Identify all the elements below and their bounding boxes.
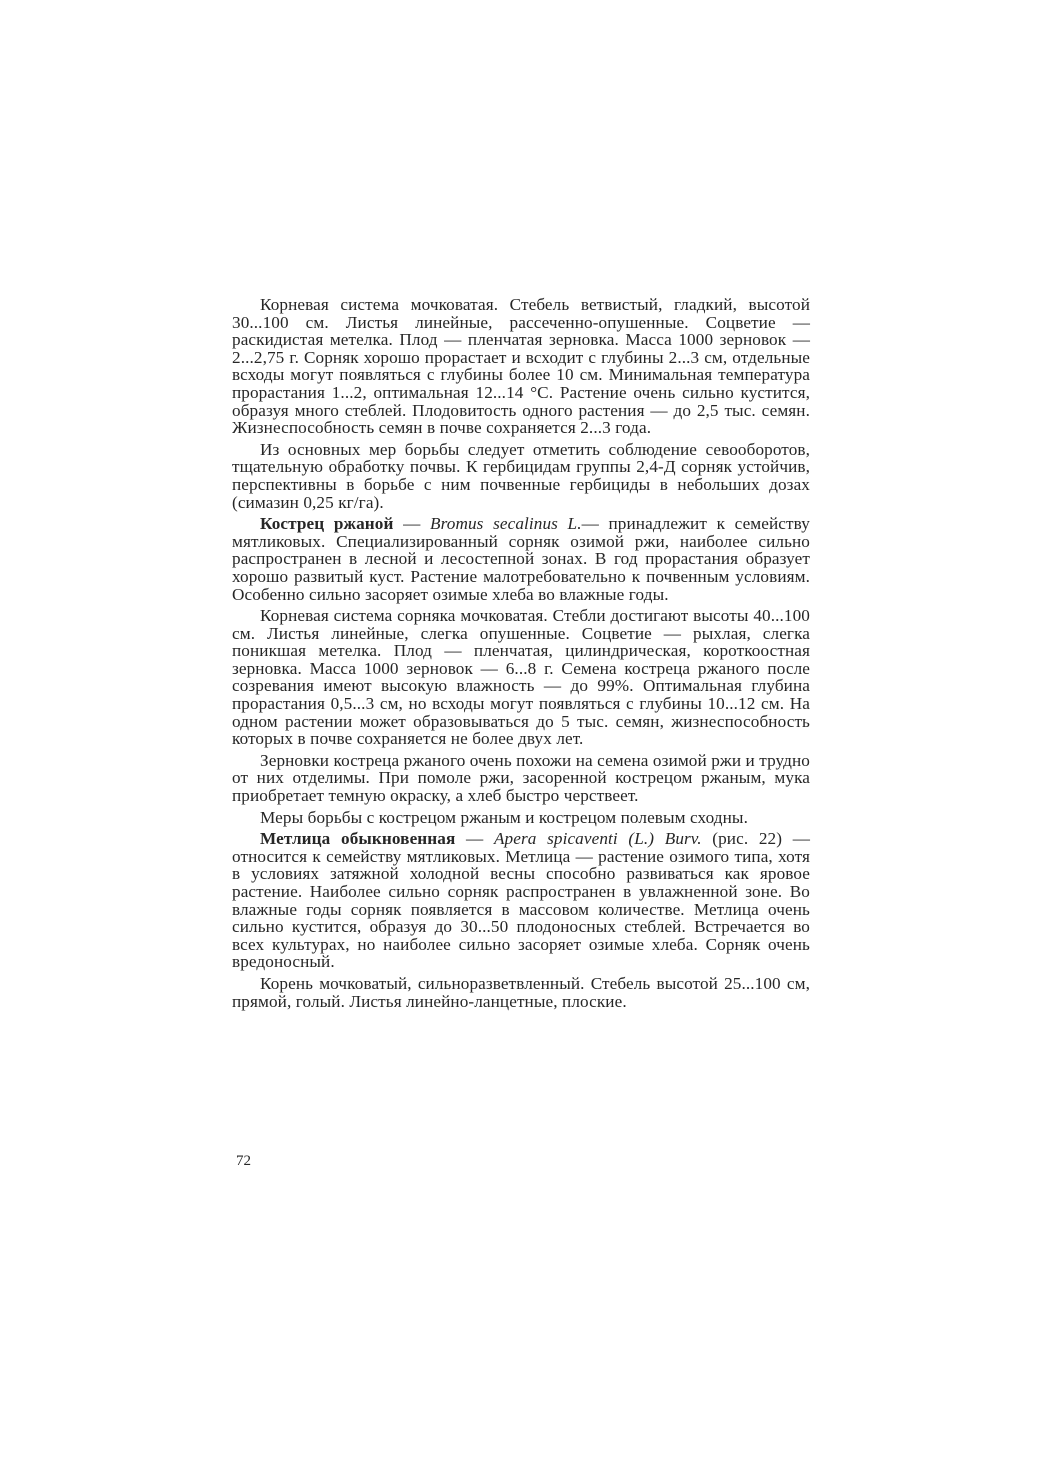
paragraph-text: Из основных мер борьбы следует отметить соблюдение севооборотов, тщательную обработку почвы. К гербицидам группы 2,4-Д сорняк устойчив, перспективны в борьбе с ним почвенные гербициды в небольших дозах (симазин 0,25 кг/га).	[232, 439, 810, 512]
paragraph-root-system	[232, 296, 810, 437]
page-text-block	[232, 296, 810, 1014]
paragraph-bromus-control	[232, 809, 810, 827]
paragraph-apera-spicaventi	[232, 830, 810, 971]
species-heading: Кострец ржаной	[260, 514, 394, 534]
paragraph-control-measures	[232, 441, 810, 511]
paragraph-text: (рис. 22) — относится к семейству мятликовых. Метлица — растение озимого типа, хотя в условиях затяжной холодной весны способно развиваться как яровое растение. Наиболее сильно сорняк распространен в увлажненной зоне. Во влажные годы сорняк появляется в массовом количестве. Метлица очень сильно кустится, образуя до 30...50 плодоносных стеблей. Встречается во всех культурах, но наиболее сильно засоряет озимые хлеба. Сорняк очень вредоносный.	[232, 829, 810, 972]
paragraph-text: Корень мочковатый, сильноразветвленный. Стебель высотой 25...100 см, прямой, голый. Листья линейно-ланцетные, плоские.	[232, 973, 810, 1011]
paragraph-bromus-grains	[232, 752, 810, 805]
dash: —	[455, 829, 494, 849]
paragraph-text: Корневая система сорняка мочковатая. Стебли достигают высоты 40...100 см. Листья линейные, слегка опушенные. Соцветие — рыхлая, слегка поникшая метелка. Плод — пленчатая, цилиндрическая, короткоостная зерновка. Масса 1000 зерновок — 6...8 г. Семена костреца ржаного после созревания имеют высокую влажность — до 99%. Оптимальная глубина прорастания 0,5...3 см, но всходы могут появляться с глубины 10...12 см. На одном растении может образовываться до 5 тыс. семян, жизнеспособность которых в почве сохраняется не более двух лет.	[232, 606, 810, 749]
paragraph-text: — принадлежит к семейству мятликовых. Специализированный сорняк озимой ржи, наиболее сильно распространен в лесной и лесостепной зонах. В год прорастания образует хорошо развитый куст. Растение малотребовательно к почвенным условиям. Особенно сильно засоряет озимые хлеба во влажные годы.	[232, 514, 810, 604]
page-number: 72	[236, 1153, 251, 1169]
latin-name: Apera spicaventi (L.) Burv.	[493, 829, 702, 849]
paragraph-text: Корневая система мочковатая. Стебель ветвистый, гладкий, высотой 30...100 см. Листья линейные, рассеченно-опушенные. Соцветие — раскидистая метелка. Плод — пленчатая зерновка. Масса 1000 зерновок — 2...2,75 г. Сорняк хорошо прорастает и всходит с глубины 2...3 см, отдельные всходы могут появляться с глубины более 10 см. Минимальная температура прорастания 1...2, оптимальная 12...14 °С. Растение очень сильно кустится, образуя много стеблей. Плодовитость одного растения — до 2,5 тыс. семян. Жизнеспособность семян в почве сохраняется 2...3 года.	[232, 295, 810, 438]
paragraph-apera-morphology	[232, 975, 810, 1010]
latin-name: Bromus secalinus L.	[430, 514, 582, 534]
paragraph-text: Меры борьбы с кострецом ржаным и кострецом полевым сходны.	[260, 807, 748, 827]
paragraph-bromus-secalinus	[232, 515, 810, 603]
dash: —	[393, 514, 431, 534]
paragraph-bromus-morphology	[232, 607, 810, 748]
paragraph-text: Зерновки костреца ржаного очень похожи на семена озимой ржи и трудно от них отделимы. При помоле ржи, засоренной кострецом ржаным, мука приобретает темную окраску, а хлеб быстро черствеет.	[232, 750, 810, 806]
species-heading: Метлица обыкновенная	[260, 829, 456, 849]
